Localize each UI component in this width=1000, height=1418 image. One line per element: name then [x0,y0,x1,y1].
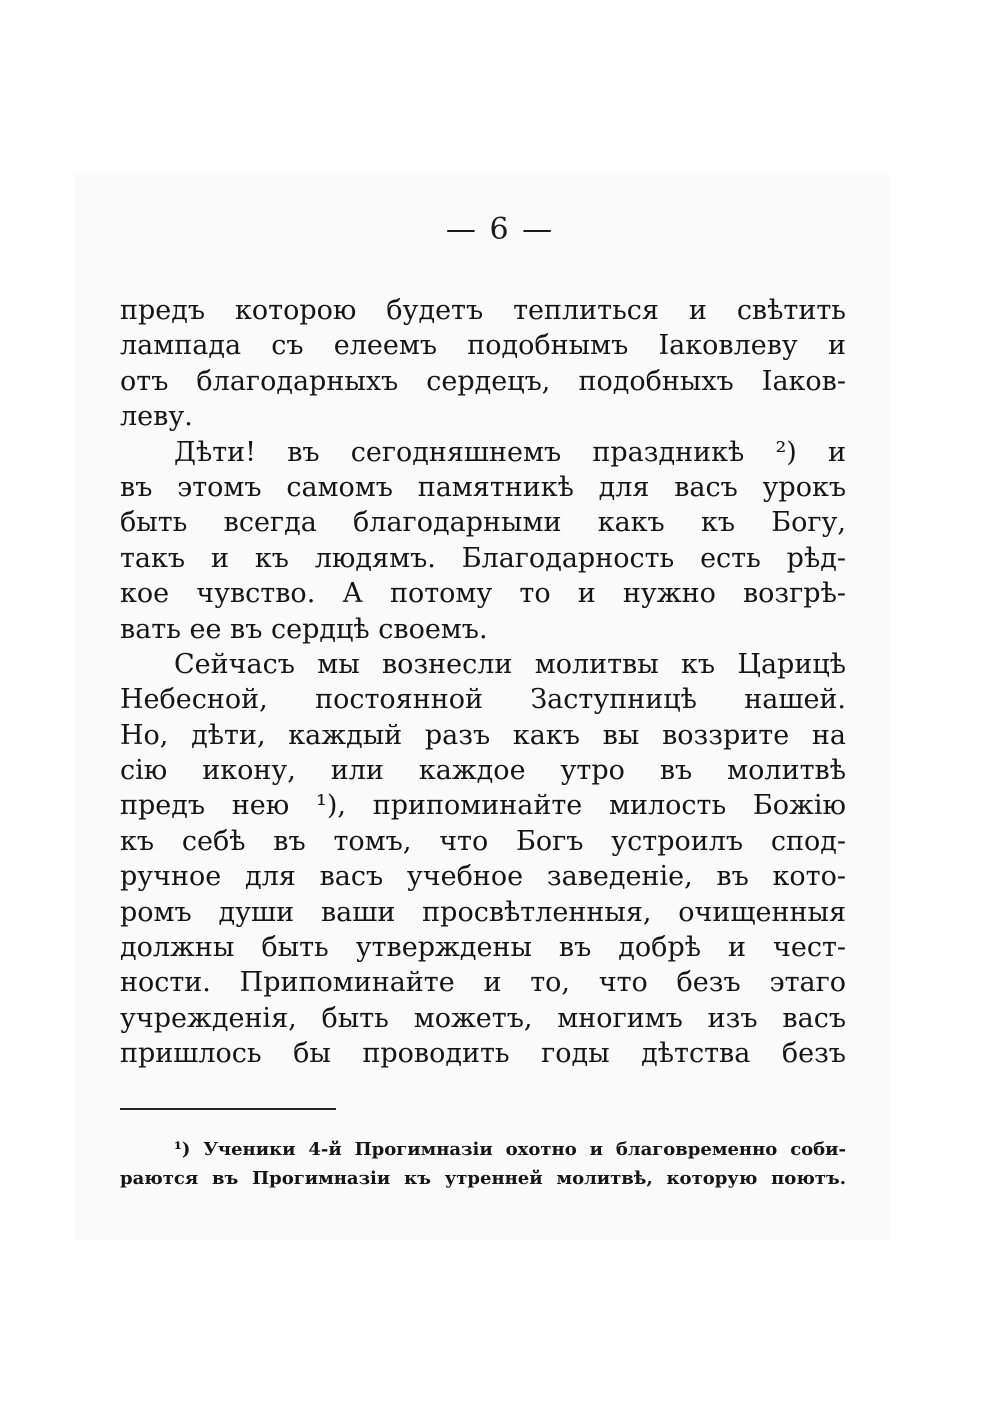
footnote-line: раются въ Прогимназіи къ утренней молитвѣ, которую поютъ. [120,1168,846,1189]
text-line: учрежденія, быть можетъ, многимъ изъ васъ [120,1002,846,1034]
text-line: вать ее въ сердцѣ своемъ. [120,613,488,645]
text-line: лампада съ елеемъ подобнымъ Іаковлеву и [120,330,846,362]
text-line: Сейчасъ мы вознесли молитвы къ Царицѣ [174,648,846,680]
text-line: предъ нею ¹), припоминайте милость Божію [120,790,846,822]
text-line: Но, дѣти, каждый разъ какъ вы воззрите на [120,719,846,751]
text-line: предъ которою будетъ теплиться и свѣтить [120,295,846,326]
text-line: быть всегда благодарными какъ къ Богу, [120,507,846,539]
footnote-line: ¹) Ученики 4-й Прогимназіи охотно и благовременно соби- [174,1139,846,1160]
text-line: пришлось бы проводить годы дѣтства безъ [120,1038,846,1070]
text-line: леву. [120,401,193,433]
text-line: такъ и къ людямъ. Благодарность есть рѣд- [120,542,846,574]
text-line: сію икону, или каждое утро въ молитвѣ [120,755,846,787]
text-line: ручное для васъ учебное заведеніе, въ кото- [120,861,846,893]
footnote [120,1135,846,1193]
body-text [120,293,846,1072]
text-line: Дѣти! въ сегодняшнемъ праздникѣ ²) и [174,436,846,468]
text-line: кое чувство. А потому то и нужно возгрѣ- [120,578,846,610]
text-line: въ этомъ самомъ памятникѣ для васъ урокъ [120,471,846,503]
text-line: ромъ души ваши просвѣтленныя, очищенныя [120,896,846,928]
text-line: къ себѣ въ томъ, что Богъ устроилъ спод- [120,825,846,857]
text-line: должны быть утверждены въ добрѣ и чест- [120,932,846,964]
page-number: — 6 — [445,212,555,247]
footnote-divider [120,1108,336,1110]
text-line: Небесной, постоянной Заступницѣ нашей. [120,684,846,716]
text-line: ности. Припоминайте и то, что безъ этаго [120,967,846,999]
text-line: отъ благодарныхъ сердецъ, подобныхъ Іаков- [120,365,846,397]
